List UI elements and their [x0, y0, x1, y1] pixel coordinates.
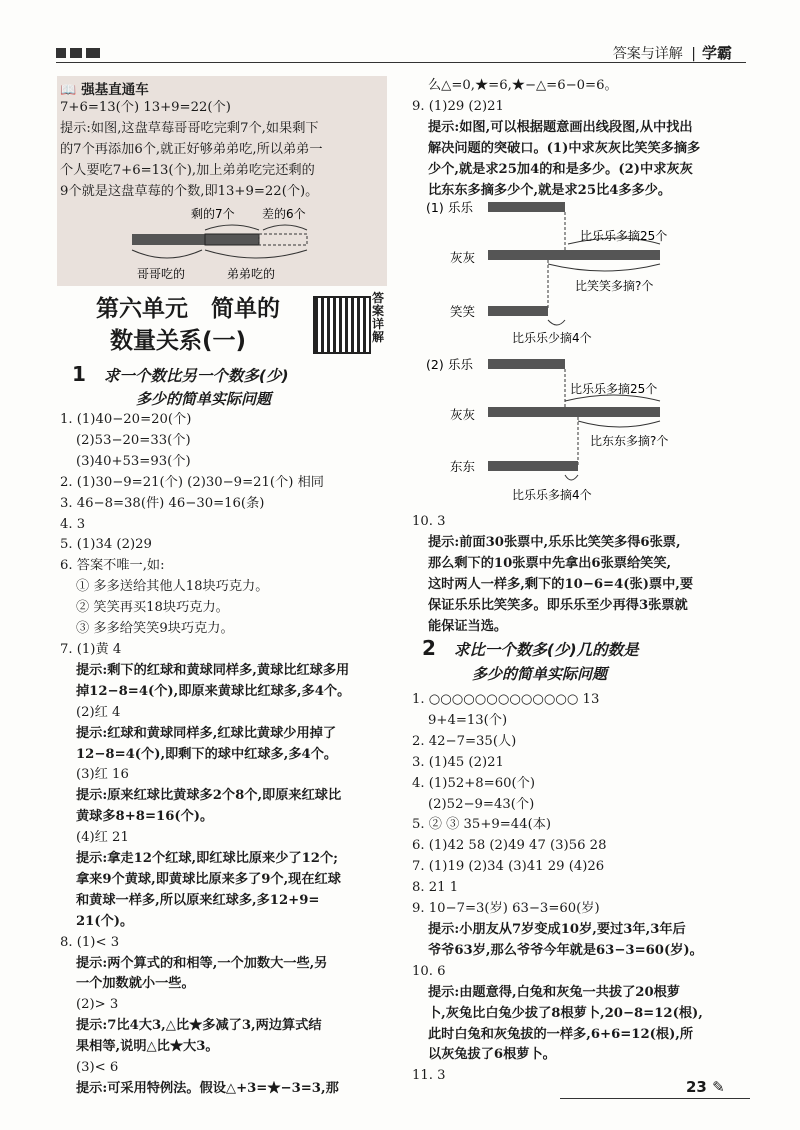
answer-line: 4. (1)52+8=60(个) [412, 775, 535, 791]
bar-lele [488, 359, 565, 369]
bar-xiaoxiao [488, 306, 548, 316]
header-section: 答案与详解 [612, 46, 683, 62]
book-icon: 📖 [60, 83, 77, 98]
hint-line: 拿来9个黄球,即黄球比原来多了9个,现在红球 [76, 871, 341, 887]
section-heading [422, 636, 639, 660]
bar-dongdong [488, 461, 578, 471]
answer-line: 9+4=13(个) [428, 712, 508, 728]
answer-line: (3)红 16 [76, 767, 129, 783]
bar-huihui [488, 407, 660, 417]
hint-line: 提示:由题意得,白兔和灰兔一共拔了20根萝 [428, 984, 680, 1000]
header-mark [70, 48, 82, 58]
hint-line: 提示:小朋友从7岁变成10岁,要过3年,3年后 [428, 921, 686, 937]
hint-line: 提示:红球和黄球同样多,红球比黄球少用掉了 [76, 725, 337, 741]
hint-line: 黄球多8+8=16(个)。 [76, 809, 214, 825]
answer-line: 么△=0,★=6,★−△=6−0=6。 [428, 78, 618, 93]
answer-line: 7. (1)黄 4 [60, 641, 122, 657]
brace [132, 250, 202, 258]
answer-line: 6. 答案不唯一,如: [60, 558, 165, 574]
section-title: 求一个数比另一个数多(少) [103, 367, 289, 385]
answer-line: 8. 21 1 [412, 880, 459, 896]
header-mark [56, 48, 66, 58]
row-label: 乐乐 [448, 200, 474, 215]
answer-line: 9. 10−7=3(岁) 63−3=60(岁) [412, 901, 600, 917]
answer-line: ③ 多多给笑笑9块巧克力。 [76, 621, 234, 637]
answer-line: 10. 6 [412, 963, 446, 979]
hint-line: 提示:前面30张票中,乐乐比笑笑多得6张票, [428, 534, 681, 550]
answer-line: 4. 3 [60, 516, 86, 532]
answer-line: 3. 46−8=38(件) 46−30=16(条) [60, 495, 265, 511]
answer-line: 8. (1)< 3 [60, 934, 120, 950]
row-label: 乐乐 [448, 357, 474, 372]
brace [263, 225, 307, 230]
right-column-mid [412, 512, 693, 637]
diagram-label: 剩的7个 [191, 207, 235, 221]
header-brand: 学霸 [701, 44, 732, 62]
hint-line: 和黄球一样多,所以原来红球多,多12+9= [76, 892, 320, 908]
hint-line: 解决问题的突破口。(1)中求灰灰比笑笑多摘多 [428, 140, 701, 156]
bar-segment [132, 234, 259, 245]
answer-line: 11. 3 [412, 1068, 446, 1084]
diagram-label: 弟弟吃的 [227, 267, 276, 281]
hint-line: 提示:两个算式的和相等,一个加数大一些,另 [76, 955, 328, 971]
hint-line: 提示:可采用特例法。假设△+3=★−3=3,那 [76, 1081, 339, 1096]
section-title: 求比一个数多(少)几的数是 [453, 641, 639, 659]
section-subtitle: 多少的简单实际问题 [472, 665, 608, 683]
hint-line: 提示:原来红球比黄球多2个8个,即原来红球比 [76, 788, 342, 804]
hint-line: 提示:如图,可以根据题意画出线段图,从中找出 [428, 119, 693, 135]
answer-line: (2)红 4 [76, 704, 121, 720]
bar-huihui [488, 250, 660, 260]
page-number: 23 ✎ [686, 1078, 725, 1096]
answer-line: (3)40+53=93(个) [76, 453, 191, 469]
diagram-tag: (1) [426, 200, 444, 215]
hint-line: 提示:剩下的红球和黄球同样多,黄球比红球多用 [76, 662, 350, 678]
brace [205, 250, 307, 258]
answer-line: 2. 42−7=35(人) [412, 733, 517, 749]
diagram-tag: (2) [426, 357, 444, 372]
section-number: 2 [422, 636, 436, 660]
hint-line: 爷爷63岁,那么爷爷今年就是63−3=60(岁)。 [428, 942, 703, 958]
answer-line: (2)> 3 [76, 997, 119, 1013]
answer-line: 7. (1)19 (2)34 (3)41 29 (4)26 [412, 859, 605, 875]
hint-line: 少个,就是求25加4的和是多少。(2)中求灰灰 [428, 161, 693, 177]
diagram-label: 比东东多摘?个 [590, 434, 669, 448]
hint-line: 保证乐乐比笑笑多。即乐乐至少再得3张票就 [428, 597, 688, 613]
practice-box [57, 76, 387, 286]
hint-line: 一个加数就小一些。 [76, 976, 195, 992]
hint-line: 这时两人一样多,剩下的10−6=4(张)票中,要 [428, 576, 694, 592]
diagram-label: 哥哥吃的 [137, 267, 186, 281]
unit-title-line1: 第六单元 简单的 [96, 296, 280, 322]
hint-line: 提示:拿走12个红球,即红球比原来少了12个; [76, 851, 339, 867]
box-title: 强基直通车 [81, 82, 149, 98]
section-number: 1 [72, 362, 86, 386]
hint-line: 此时白兔和灰兔拔的一样多,6+6=12(根),所 [428, 1026, 694, 1042]
hint-line: 比东东多摘多少个,就是求25比4多多少。 [428, 182, 672, 198]
diagram-label: 比笑笑多摘?个 [575, 279, 654, 293]
answer-line: 5. ② ③ 35+9=44(本) [412, 817, 552, 833]
answer-line: (4)红 21 [76, 830, 129, 846]
hint-line: 卜,灰兔比白兔少拔了8根萝卜,20−8=12(根), [428, 1005, 703, 1021]
answer-line: 2. (1)30−9=21(个) (2)30−9=21(个) 相同 [60, 474, 324, 490]
segment-diagram-2 [420, 355, 750, 505]
brace [205, 225, 259, 230]
hint-line: 提示:7比4大3,△比★多减了3,两边算式结 [76, 1018, 322, 1034]
qr-code[interactable] [313, 296, 371, 354]
hint-line: 果相等,说明△比★大3。 [76, 1039, 219, 1055]
hint-line: 21(个)。 [76, 913, 134, 929]
left-column [60, 410, 350, 1100]
box-line: 7+6=13(个) 13+9=22(个) [60, 100, 231, 115]
brace [548, 264, 660, 271]
diagram-label: 差的6个 [262, 207, 306, 221]
box-line: 9个就是这盘草莓的个数,即13+9=22(个)。 [60, 183, 319, 199]
header-mark [86, 48, 100, 58]
pencil-icon: ✎ [712, 1078, 725, 1096]
answer-line: ① 多多送给其他人18块巧克力。 [76, 579, 269, 595]
unit-title [96, 293, 280, 357]
diagram-label: 比乐乐多摘25个 [570, 382, 658, 396]
answer-line: 1. ○○○○○○○○○○○○○ 13 [412, 692, 600, 707]
hint-line: 那么剩下的10张票中先拿出6张票给笑笑, [428, 555, 672, 571]
bar-lele [488, 202, 565, 212]
qr-label: 答案详解 [372, 291, 385, 344]
box-text [60, 98, 323, 203]
unit-title-line2: 数量关系(一) [110, 328, 247, 354]
answer-line: 1. (1)40−20=20(个) [60, 412, 192, 427]
answer-line: (2)52−9=43(个) [428, 796, 535, 812]
answer-line: 10. 3 [412, 514, 446, 529]
answer-line: (2)53−20=33(个) [76, 432, 191, 448]
diagram-label: 比乐乐多摘4个 [512, 488, 592, 502]
answer-line: 9. (1)29 (2)21 [412, 98, 504, 114]
page-header [56, 42, 746, 63]
section-subtitle: 多少的简单实际问题 [136, 390, 272, 408]
box-line: 个人要吃7+6=13(个),加上弟弟吃完还剩的 [60, 162, 315, 178]
brace [578, 421, 660, 427]
hint-line: 能保证当选。 [428, 618, 508, 634]
hint-line: 掉12−8=4(个),即原来黄球比红球多,多4个。 [76, 683, 351, 699]
box-header [60, 78, 149, 98]
header-right: 答案与详解 | 学霸 [612, 44, 732, 62]
row-label: 灰灰 [450, 407, 476, 422]
right-column-top [412, 76, 700, 201]
row-label: 灰灰 [450, 250, 476, 265]
diagram-label: 比乐乐多摘25个 [580, 229, 668, 243]
right-column-bottom [412, 690, 703, 1087]
segment-diagram-1 [420, 198, 750, 353]
answer-line: ② 笑笑再买18块巧克力。 [76, 600, 229, 616]
answer-line: 3. (1)45 (2)21 [412, 754, 504, 770]
box-line: 的7个再添加6个,就正好够弟弟吃,所以弟弟一 [60, 141, 323, 157]
row-label: 笑笑 [450, 304, 476, 319]
box-line: 提示:如图,这盘草莓哥哥吃完剩7个,如果剩下 [60, 120, 319, 136]
diagram-label: 比乐乐少摘4个 [512, 331, 592, 345]
answer-line: (3)< 6 [76, 1060, 119, 1076]
answer-line: 6. (1)42 58 (2)49 47 (3)56 28 [412, 838, 607, 854]
strawberry-diagram [57, 206, 387, 286]
answer-line: 5. (1)34 (2)29 [60, 537, 152, 553]
section-heading [72, 362, 289, 386]
hint-line: 以灰兔拔了6根萝卜。 [428, 1047, 556, 1063]
bar-segment [259, 234, 307, 245]
footer-rule [560, 1098, 750, 1099]
hint-line: 12−8=4(个),即剩下的球中红球多,多4个。 [76, 746, 338, 762]
row-label: 东东 [450, 459, 476, 474]
